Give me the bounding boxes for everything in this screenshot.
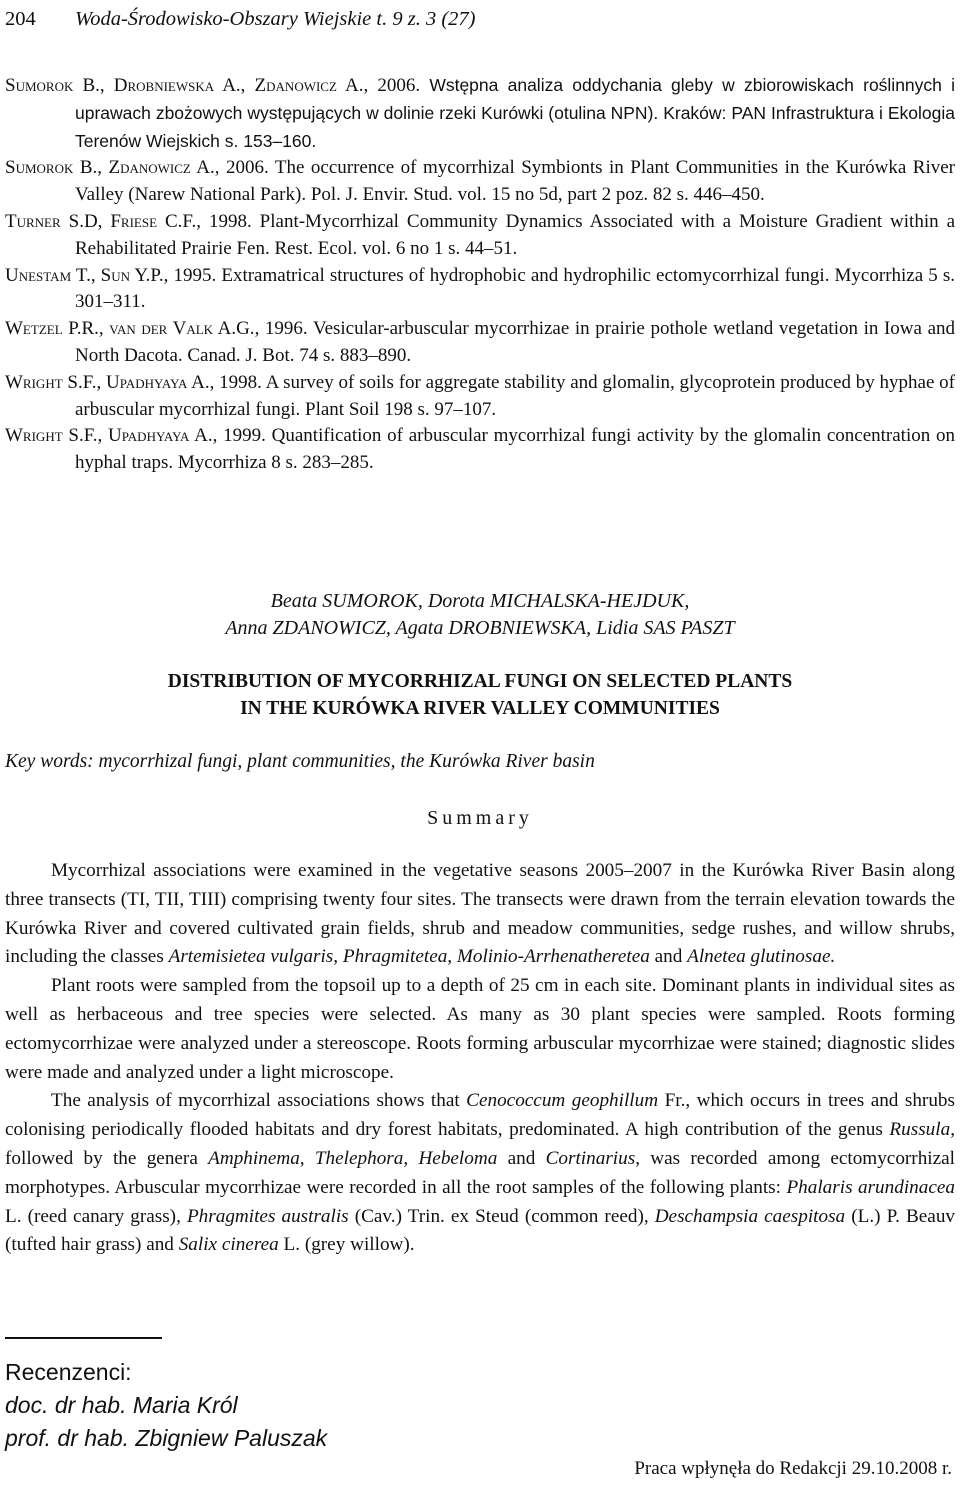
summary-body bbox=[5, 857, 955, 1260]
keywords: Key words: mycorrhizal fungi, plant communities, the Kurówka River basin bbox=[5, 751, 595, 772]
reference-text: Vesicular-arbuscular mycorrhizae in prairie pothole wetland vegetation in Iowa and North Dacota. Canad. J. Bot. 74 s. 883–890. bbox=[75, 318, 955, 366]
footnote-divider bbox=[5, 1337, 162, 1339]
reference-year: , 2006. bbox=[214, 157, 269, 179]
reference-text: Wstępna analiza oddychania gleby w zbiorowiskach roślinnych i uprawach zbożowych występujących w dolinie rzeki Kurówki (otulina NPN). Kraków: PAN Infrastruktura i Ekologia Terenów Wiejskich s. 153–160. bbox=[75, 75, 956, 151]
reference-authors: Turner S.D, Friese C.F. bbox=[5, 210, 197, 232]
taxon-name: Cortinarius bbox=[545, 1147, 636, 1169]
taxon-name: Cenococcum geophillum bbox=[466, 1090, 659, 1112]
text-run: (Cav.) Trin. ex Steud (common reed), bbox=[348, 1205, 655, 1227]
text-run: L. (grey willow). bbox=[278, 1234, 415, 1256]
authors-line: Beata SUMOROK, Dorota MICHALSKA-HEJDUK, bbox=[270, 590, 690, 612]
text-run: , bbox=[333, 946, 343, 968]
taxon-name: Artemisietea vulgaris bbox=[168, 946, 334, 968]
reference-authors: Sumorok B., Drobniewska A., Zdanowicz A. bbox=[5, 75, 364, 96]
reference-authors: Wetzel P.R., van der Valk A.G. bbox=[5, 318, 255, 340]
text-run: The analysis of mycorrhizal associations shows that bbox=[51, 1090, 467, 1112]
reference-item bbox=[5, 72, 955, 155]
text-run: Fr., which occurs in trees and shrubs colonising periodically flooded habitats and dry forest habitats, predominated. A high contribution of the genus bbox=[5, 1090, 955, 1141]
authors-line: Anna ZDANOWICZ, Agata DROBNIEWSKA, Lidia SAS PASZT bbox=[225, 617, 735, 639]
text-run: Mycorrhizal associations were examined in the vegetative seasons 2005–2007 in the Kurówka River Basin along three transects (TI, TII, TIII) comprising twenty four sites. The transects were drawn from the terrain elevation towards the Kurówka River and covered cultivated grain fields, shrub and meadow communities, sedge rushes, and willow shrubs, including the classes bbox=[5, 860, 955, 968]
reference-text: The occurrence of mycorrhizal Symbionts in Plant Communities in the Kurówka River Valley (Narew National Park). Pol. J. Envir. Stud. vol. 15 no 5d, part 2 poz. 82 s. 446–450. bbox=[75, 157, 955, 206]
reference-authors: Wright S.F., Upadhyaya A. bbox=[5, 371, 210, 393]
text-run: and bbox=[649, 946, 688, 968]
text-run: (L.) P. Beauv (tufted hair grass) and bbox=[5, 1205, 956, 1256]
article-authors bbox=[0, 588, 960, 642]
reference-year: , 1998. bbox=[209, 371, 262, 393]
text-run: L. (reed canary grass), bbox=[5, 1205, 187, 1227]
summary-paragraph bbox=[5, 1087, 955, 1260]
taxon-name: Amphinema, Thelephora, Hebeloma bbox=[208, 1147, 498, 1169]
reference-year: , 2006. bbox=[363, 75, 421, 96]
page-header bbox=[5, 6, 955, 32]
taxon-name: Russula bbox=[889, 1119, 951, 1141]
taxon-name: Salix cinerea bbox=[178, 1234, 279, 1256]
reference-year: , 1996. bbox=[254, 318, 308, 340]
reviewers-block bbox=[5, 1356, 327, 1455]
received-date: Praca wpłynęła do Redakcji 29.10.2008 r. bbox=[634, 1458, 952, 1479]
reference-year: , 1998. bbox=[196, 210, 252, 232]
text-run: , was recorded among ectomycorrhizal morphotypes. Arbuscular mycorrhizae were recorded in all the root samples of the following plants: bbox=[5, 1147, 955, 1198]
title-line: IN THE KURÓWKA RIVER VALLEY COMMUNITIES bbox=[240, 698, 720, 719]
reference-item bbox=[5, 370, 955, 424]
journal-title: Woda-Środowisko-Obszary Wiejskie t. 9 z. 3 (27) bbox=[75, 8, 476, 30]
text-run: , followed by the genera bbox=[5, 1119, 955, 1169]
reference-item bbox=[5, 423, 955, 477]
reference-authors: Wright S.F., Upadhyaya A. bbox=[5, 425, 213, 447]
reference-text: Plant-Mycorrhizal Community Dynamics Associated with a Moisture Gradient within a Rehabilitated Prairie Fen. Rest. Ecol. vol. 6 no 1 s. 44–51. bbox=[75, 210, 956, 259]
reference-item bbox=[5, 209, 955, 263]
taxon-name: Phragmites australis bbox=[186, 1205, 349, 1227]
page-number: 204 bbox=[5, 8, 36, 30]
article-title bbox=[0, 668, 960, 722]
reference-authors: Unestam T., Sun Y.P. bbox=[5, 264, 164, 286]
taxon-name: Alnetea glutinosae. bbox=[687, 946, 836, 968]
taxon-name: Phalaris arundinacea bbox=[786, 1176, 955, 1198]
taxon-name: Deschampsia caespitosa bbox=[654, 1205, 846, 1227]
reference-year: , 1995. bbox=[163, 264, 217, 286]
summary-heading: Summary bbox=[427, 807, 533, 829]
reference-year: , 1999. bbox=[212, 425, 266, 447]
title-line: DISTRIBUTION OF MYCORRHIZAL FUNGI ON SELECTED PLANTS bbox=[167, 671, 793, 692]
reference-item bbox=[5, 263, 955, 317]
reference-text: Extramatrical structures of hydrophobic and hydrophilic ectomycorrhizal fungi. Mycorrhiza 5 s. 301–311. bbox=[75, 264, 956, 313]
reference-item bbox=[5, 155, 955, 209]
reference-text: Quantification of arbuscular mycorrhizal fungi activity by the glomalin concentration on hyphal traps. Mycorrhiza 8 s. 283–285. bbox=[75, 425, 955, 474]
reference-text: A survey of soils for aggregate stability and glomalin, glycoprotein produced by hyphae of arbuscular mycorrhizal fungi. Plant Soil 198 s. 97–107. bbox=[75, 371, 955, 420]
text-run: and bbox=[497, 1147, 546, 1169]
taxon-name: Phragmitetea, Molinio-Arrhenatheretea bbox=[342, 946, 650, 968]
reviewer-name: doc. dr hab. Maria Król bbox=[5, 1392, 238, 1418]
summary-paragraph: Plant roots were sampled from the topsoil up to a depth of 25 cm in each site. Dominant plants in individual sites as well as herbaceous and tree species were selected. As many as 30 plant species were sampled. Roots forming ectomycorrhizae were analyzed under a stereoscope. Roots forming arbuscular mycorrhizae were stained; diagnostic slides were made and analyzed under a light microscope. bbox=[5, 975, 955, 1083]
reference-item bbox=[5, 316, 955, 370]
reference-list bbox=[5, 72, 955, 477]
summary-paragraph bbox=[5, 857, 955, 972]
reviewer-name: prof. dr hab. Zbigniew Paluszak bbox=[5, 1425, 328, 1451]
reviewers-label: Recenzenci: bbox=[5, 1359, 132, 1385]
reference-authors: Sumorok B., Zdanowicz A. bbox=[5, 157, 215, 179]
